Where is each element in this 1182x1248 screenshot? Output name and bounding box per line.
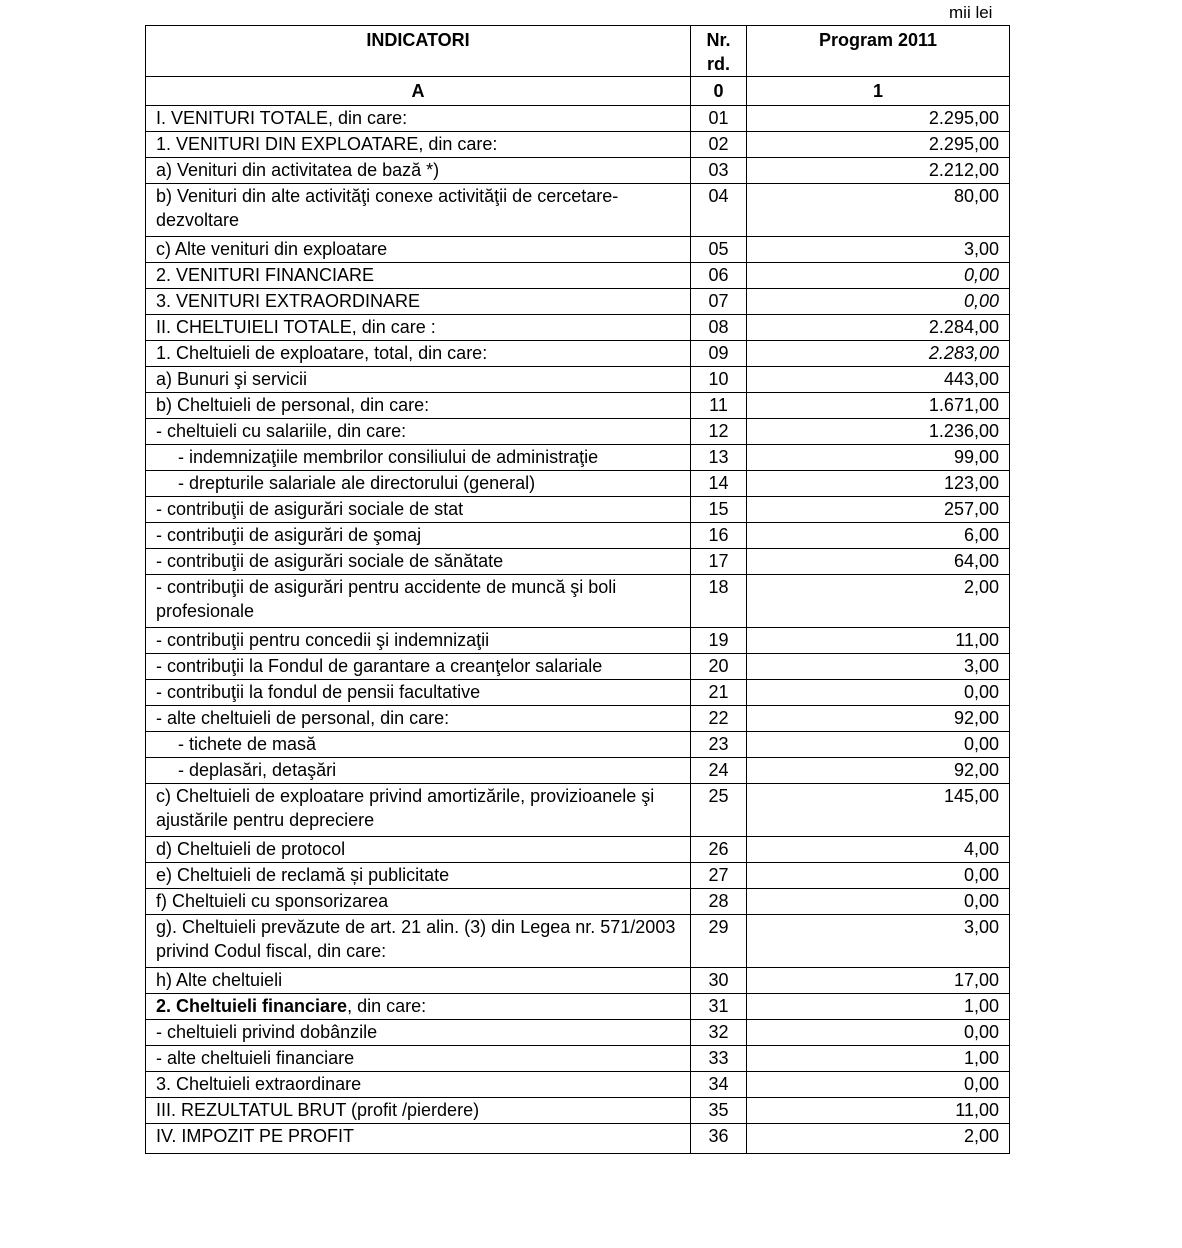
row-value: 1,00 [747, 994, 1010, 1020]
row-label: - alte cheltuieli financiare [146, 1046, 691, 1072]
subheader-a: A [146, 77, 691, 106]
row-label: - cheltuieli privind dobânzile [146, 1020, 691, 1046]
row-label: a) Venituri din activitatea de bază *) [146, 158, 691, 184]
row-value: 11,00 [747, 628, 1010, 654]
row-number: 04 [691, 184, 747, 237]
row-value: 0,00 [747, 732, 1010, 758]
row-number: 17 [691, 549, 747, 575]
row-value: 2.295,00 [747, 132, 1010, 158]
row-value: 11,00 [747, 1098, 1010, 1124]
row-value: 3,00 [747, 237, 1010, 263]
row-value: 3,00 [747, 915, 1010, 968]
row-value: 0,00 [747, 263, 1010, 289]
row-label: b) Venituri din alte activităţi conexe activităţii de cercetare-dezvoltare [146, 184, 691, 237]
row-label: II. CHELTUIELI TOTALE, din care : [146, 315, 691, 341]
subheader-row [146, 77, 1010, 106]
row-label: g). Cheltuieli prevăzute de art. 21 alin. (3) din Legea nr. 571/2003 privind Codul fiscal, din care: [146, 915, 691, 968]
row-number: 02 [691, 132, 747, 158]
row-value: 6,00 [747, 523, 1010, 549]
row-number: 32 [691, 1020, 747, 1046]
row-number: 18 [691, 575, 747, 628]
row-label: 3. VENITURI EXTRAORDINARE [146, 289, 691, 315]
header-nr-rd: Nr. rd. [691, 26, 747, 77]
row-label: - alte cheltuieli de personal, din care: [146, 706, 691, 732]
row-number: 26 [691, 837, 747, 863]
row-label-bold: 2. Cheltuieli financiare [156, 996, 348, 1016]
row-label: - contribuţii la Fondul de garantare a creanţelor salariale [146, 654, 691, 680]
row-number: 09 [691, 341, 747, 367]
row-label: a) Bunuri şi servicii [146, 367, 691, 393]
row-value: 0,00 [747, 680, 1010, 706]
row-value: 80,00 [747, 184, 1010, 237]
row-value: 2.295,00 [747, 106, 1010, 132]
row-label: - drepturile salariale ale directorului (general) [146, 471, 691, 497]
row-number: 03 [691, 158, 747, 184]
row-number: 34 [691, 1072, 747, 1098]
row-value: 257,00 [747, 497, 1010, 523]
row-label-rest: , din care: [347, 996, 427, 1016]
row-label: e) Cheltuieli de reclamă și publicitate [146, 863, 691, 889]
row-value: 2.283,00 [747, 341, 1010, 367]
row-number: 35 [691, 1098, 747, 1124]
row-label: - contribuţii de asigurări pentru accidente de muncă şi boli profesionale [146, 575, 691, 628]
row-value: 0,00 [747, 1020, 1010, 1046]
row-value: 443,00 [747, 367, 1010, 393]
row-label: 1. Cheltuieli de exploatare, total, din care: [146, 341, 691, 367]
row-label: 2. VENITURI FINANCIARE [146, 263, 691, 289]
row-value: 4,00 [747, 837, 1010, 863]
row-value: 2.212,00 [747, 158, 1010, 184]
row-value: 3,00 [747, 654, 1010, 680]
row-value: 0,00 [747, 889, 1010, 915]
financial-indicators-table [145, 25, 1010, 1154]
row-value: 1.236,00 [747, 419, 1010, 445]
row-value: 99,00 [747, 445, 1010, 471]
row-label: 1. VENITURI DIN EXPLOATARE, din care: [146, 132, 691, 158]
row-number: 14 [691, 471, 747, 497]
row-number: 33 [691, 1046, 747, 1072]
row-number: 31 [691, 994, 747, 1020]
row-value: 2,00 [747, 1124, 1010, 1154]
row-value: 1,00 [747, 1046, 1010, 1072]
row-number: 25 [691, 784, 747, 837]
row-number: 16 [691, 523, 747, 549]
row-number: 27 [691, 863, 747, 889]
row-value: 0,00 [747, 863, 1010, 889]
row-number: 07 [691, 289, 747, 315]
header-program: Program 2011 [747, 26, 1010, 77]
row-label: c) Alte venituri din exploatare [146, 237, 691, 263]
row-label: - cheltuieli cu salariile, din care: [146, 419, 691, 445]
unit-label: mii lei [949, 3, 993, 22]
row-number: 05 [691, 237, 747, 263]
row-label: - contribuţii de asigurări sociale de sănătate [146, 549, 691, 575]
row-number: 30 [691, 968, 747, 994]
row-label: f) Cheltuieli cu sponsorizarea [146, 889, 691, 915]
row-number: 12 [691, 419, 747, 445]
row-number: 20 [691, 654, 747, 680]
row-value: 1.671,00 [747, 393, 1010, 419]
subheader-0: 0 [691, 77, 747, 106]
row-value: 0,00 [747, 289, 1010, 315]
row-label: 3. Cheltuieli extraordinare [146, 1072, 691, 1098]
row-label: c) Cheltuieli de exploatare privind amortizările, provizioanele şi ajustările pentru depreciere [146, 784, 691, 837]
row-number: 08 [691, 315, 747, 341]
row-label: III. REZULTATUL BRUT (profit /pierdere) [146, 1098, 691, 1124]
subheader-1: 1 [747, 77, 1010, 106]
row-value: 145,00 [747, 784, 1010, 837]
row-label [146, 994, 691, 1020]
row-value: 92,00 [747, 758, 1010, 784]
row-number: 29 [691, 915, 747, 968]
row-label: - tichete de masă [146, 732, 691, 758]
row-label: - contribuţii de asigurări sociale de stat [146, 497, 691, 523]
row-value: 64,00 [747, 549, 1010, 575]
row-number: 21 [691, 680, 747, 706]
header-indicatori: INDICATORI [146, 26, 691, 77]
row-number: 06 [691, 263, 747, 289]
row-label: - indemnizaţiile membrilor consiliului de administraţie [146, 445, 691, 471]
row-number: 28 [691, 889, 747, 915]
row-value: 2.284,00 [747, 315, 1010, 341]
row-label: - contribuţii pentru concedii şi indemnizaţii [146, 628, 691, 654]
row-label: d) Cheltuieli de protocol [146, 837, 691, 863]
header-row [146, 26, 1010, 77]
row-label: - deplasări, detaşări [146, 758, 691, 784]
row-label: b) Cheltuieli de personal, din care: [146, 393, 691, 419]
row-number: 24 [691, 758, 747, 784]
row-value: 123,00 [747, 471, 1010, 497]
row-value: 2,00 [747, 575, 1010, 628]
row-label: - contribuţii la fondul de pensii facultative [146, 680, 691, 706]
row-label: - contribuţii de asigurări de şomaj [146, 523, 691, 549]
row-value: 17,00 [747, 968, 1010, 994]
row-number: 23 [691, 732, 747, 758]
row-value: 0,00 [747, 1072, 1010, 1098]
row-number: 22 [691, 706, 747, 732]
row-number: 15 [691, 497, 747, 523]
row-label: h) Alte cheltuieli [146, 968, 691, 994]
row-number: 01 [691, 106, 747, 132]
row-number: 19 [691, 628, 747, 654]
row-value: 92,00 [747, 706, 1010, 732]
row-number: 10 [691, 367, 747, 393]
row-label: I. VENITURI TOTALE, din care: [146, 106, 691, 132]
row-number: 13 [691, 445, 747, 471]
row-number: 11 [691, 393, 747, 419]
row-number: 36 [691, 1124, 747, 1154]
row-label: IV. IMPOZIT PE PROFIT [146, 1124, 691, 1154]
